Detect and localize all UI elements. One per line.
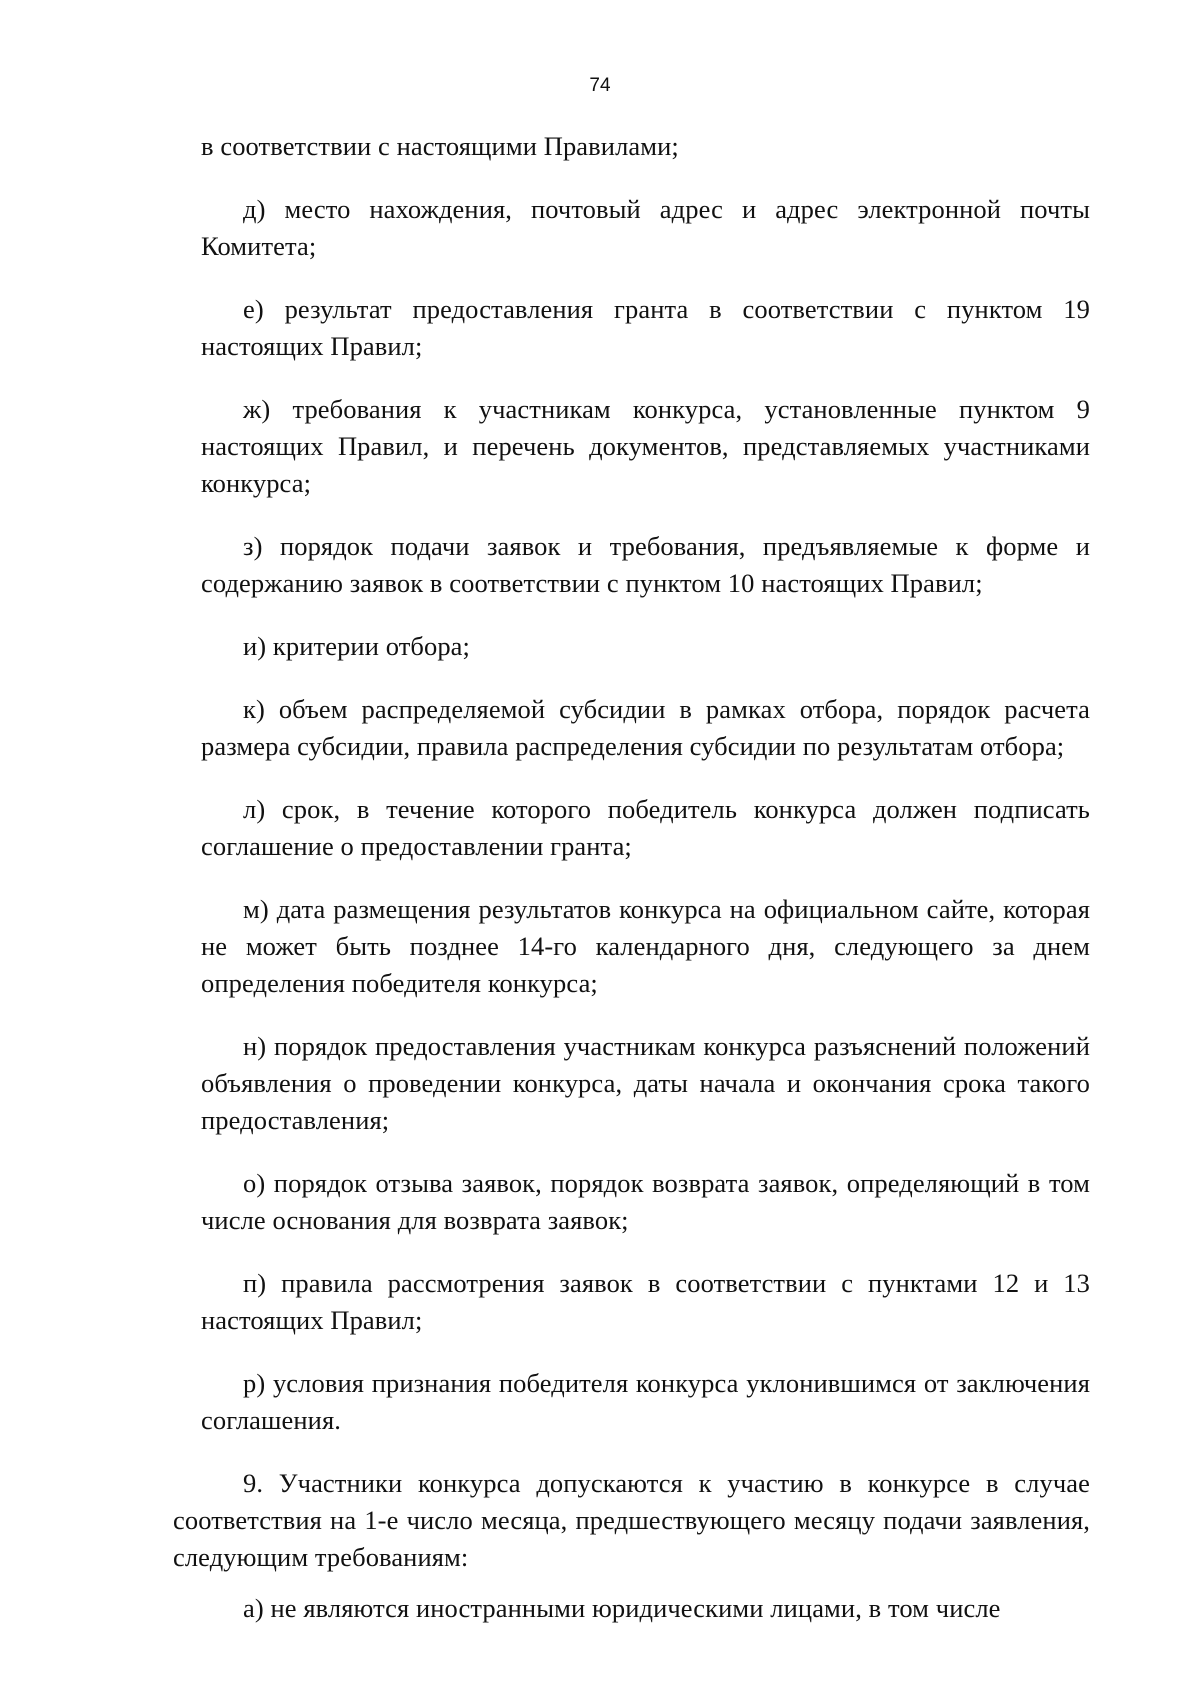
list-item-l: л) срок, в течение которого победитель конкурса должен подписать соглашение о предоставлении гранта; [201,794,1090,861]
list-item-k: к) объем распределяемой субсидии в рамках отбора, порядок расчета размера субсидии, правила распределения субсидии по результатам отбора; [201,694,1090,761]
paragraph-continuation: в соответствии с настоящими Правилами; [201,131,679,161]
list-item-i: и) критерии отбора; [243,631,471,661]
list-item-a: а) не являются иностранными юридическими лицами, в том числе [243,1593,1001,1623]
page-number: 74 [589,75,611,96]
list-item-p: п) правила рассмотрения заявок в соответствии с пунктами 12 и 13 настоящих Правил; [201,1268,1090,1335]
list-item-m: м) дата размещения результатов конкурса на официальном сайте, которая не может быть позднее 14-го календарного дня, следующего за днем определения победителя конкурса; [201,894,1090,998]
list-item-o: о) порядок отзыва заявок, порядок возврата заявок, определяющий в том числе основания для возврата заявок; [201,1168,1090,1235]
list-item-n: н) порядок предоставления участникам конкурса разъяснений положений объявления о проведении конкурса, даты начала и окончания срока такого предоставления; [201,1031,1090,1135]
document-body [173,128,1090,1653]
list-item-z: з) порядок подачи заявок и требования, предъявляемые к форме и содержанию заявок в соответствии с пунктом 10 настоящих Правил; [201,531,1090,598]
list-item-r: р) условия признания победителя конкурса уклонившимся от заключения соглашения. [201,1368,1090,1435]
list-item-e: е) результат предоставления гранта в соответствии с пунктом 19 настоящих Правил; [201,294,1090,361]
section-9-paragraph: 9. Участники конкурса допускаются к участию в конкурсе в случае соответствия на 1-е число месяца, предшествующего месяцу подачи заявления, следующим требованиям: [173,1468,1090,1572]
list-item-zh: ж) требования к участникам конкурса, установленные пунктом 9 настоящих Правил, и перечень документов, представляемых участниками конкурса; [201,394,1090,498]
list-item-d: д) место нахождения, почтовый адрес и адрес электронной почты Комитета; [201,194,1090,261]
